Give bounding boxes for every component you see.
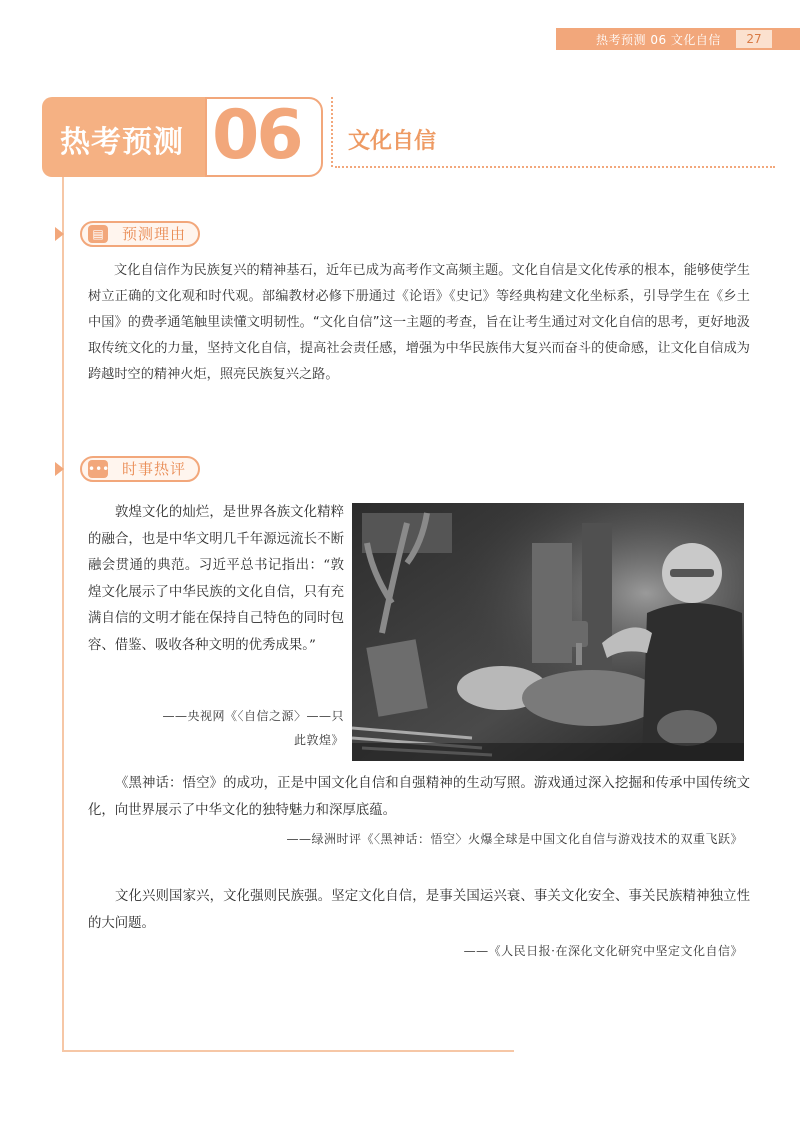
frame-line-horizontal xyxy=(62,1050,514,1052)
page-number: 27 xyxy=(736,30,772,48)
section-arrow-icon xyxy=(55,227,64,241)
quote-dunhuang: 敦煌文化的灿烂，是世界各族文化精粹的融合，也是中华文明几千年源远流长不断融会贯通的典范。习近平总书记指出：“敦煌文化展示了中华民族的文化自信，只有充满自信的文明才能在保持自己特色的同时包容、借鉴、吸收各种文明的优秀成果。” xyxy=(88,505,344,653)
section-header-reason xyxy=(80,221,200,247)
banner-topic: 文化自信 xyxy=(348,129,437,154)
source-dunhuang-line2: 此敦煌》 xyxy=(293,733,344,747)
section-arrow-icon xyxy=(55,462,64,476)
section-header-commentary xyxy=(80,456,200,482)
quote-peoples-daily: 文化兴则国家兴，文化强则民族强。坚定文化自信，是事关国运兴衰、事关文化安全、事关民族精神独立性的大问题。 xyxy=(88,889,750,931)
document-icon: ▤ xyxy=(88,225,108,243)
source-dunhuang-line1: ——央视网《〈自信之源〉——只 xyxy=(162,709,344,723)
section-title: 预测理由 xyxy=(122,225,187,243)
banner-dotted-underline xyxy=(335,166,775,168)
running-title: 热考预测 06 文化自信 xyxy=(596,33,721,47)
running-header xyxy=(556,28,800,50)
craftsman-carving-photo xyxy=(352,503,744,761)
banner-label: 热考预测 xyxy=(60,125,184,160)
quote-black-myth: 《黑神话：悟空》的成功，正是中国文化自信和自强精神的生动写照。游戏通过深入挖掘和传承中国传统文化，向世界展示了中华文化的独特魅力和深厚底蕴。 xyxy=(88,776,750,818)
source-peoples-daily: ——《人民日报·在深化文化研究中坚定文化自信》 xyxy=(463,944,743,958)
reason-paragraph: 文化自信作为民族复兴的精神基石，近年已成为高考作文高频主题。文化自信是文化传承的根本，能够使学生树立正确的文化观和时代观。部编教材必修下册通过《论语》《史记》等经典构建文化坐标系，引导学生在《乡土中国》的费孝通笔触里读懂文明韧性。“文化自信”这一主题的考查，旨在让考生通过对文化自信的思考，更好地汲取传统文化的力量，坚持文化自信，提高社会责任感，增强为中华民族伟大复兴而奋斗的使命感，让文化自信成为跨越时空的精神火炬，照亮民族复兴之路。 xyxy=(88,263,750,382)
banner-number: 06 xyxy=(212,96,301,175)
source-black-myth: ——绿洲时评《〈黑神话：悟空〉火爆全球是中国文化自信与游戏技术的双重飞跃》 xyxy=(286,832,743,846)
frame-line-vertical xyxy=(62,177,64,1050)
section-title: 时事热评 xyxy=(122,460,187,478)
chat-bubble-icon: ••• xyxy=(88,462,110,476)
banner-dotted-divider xyxy=(323,97,333,167)
